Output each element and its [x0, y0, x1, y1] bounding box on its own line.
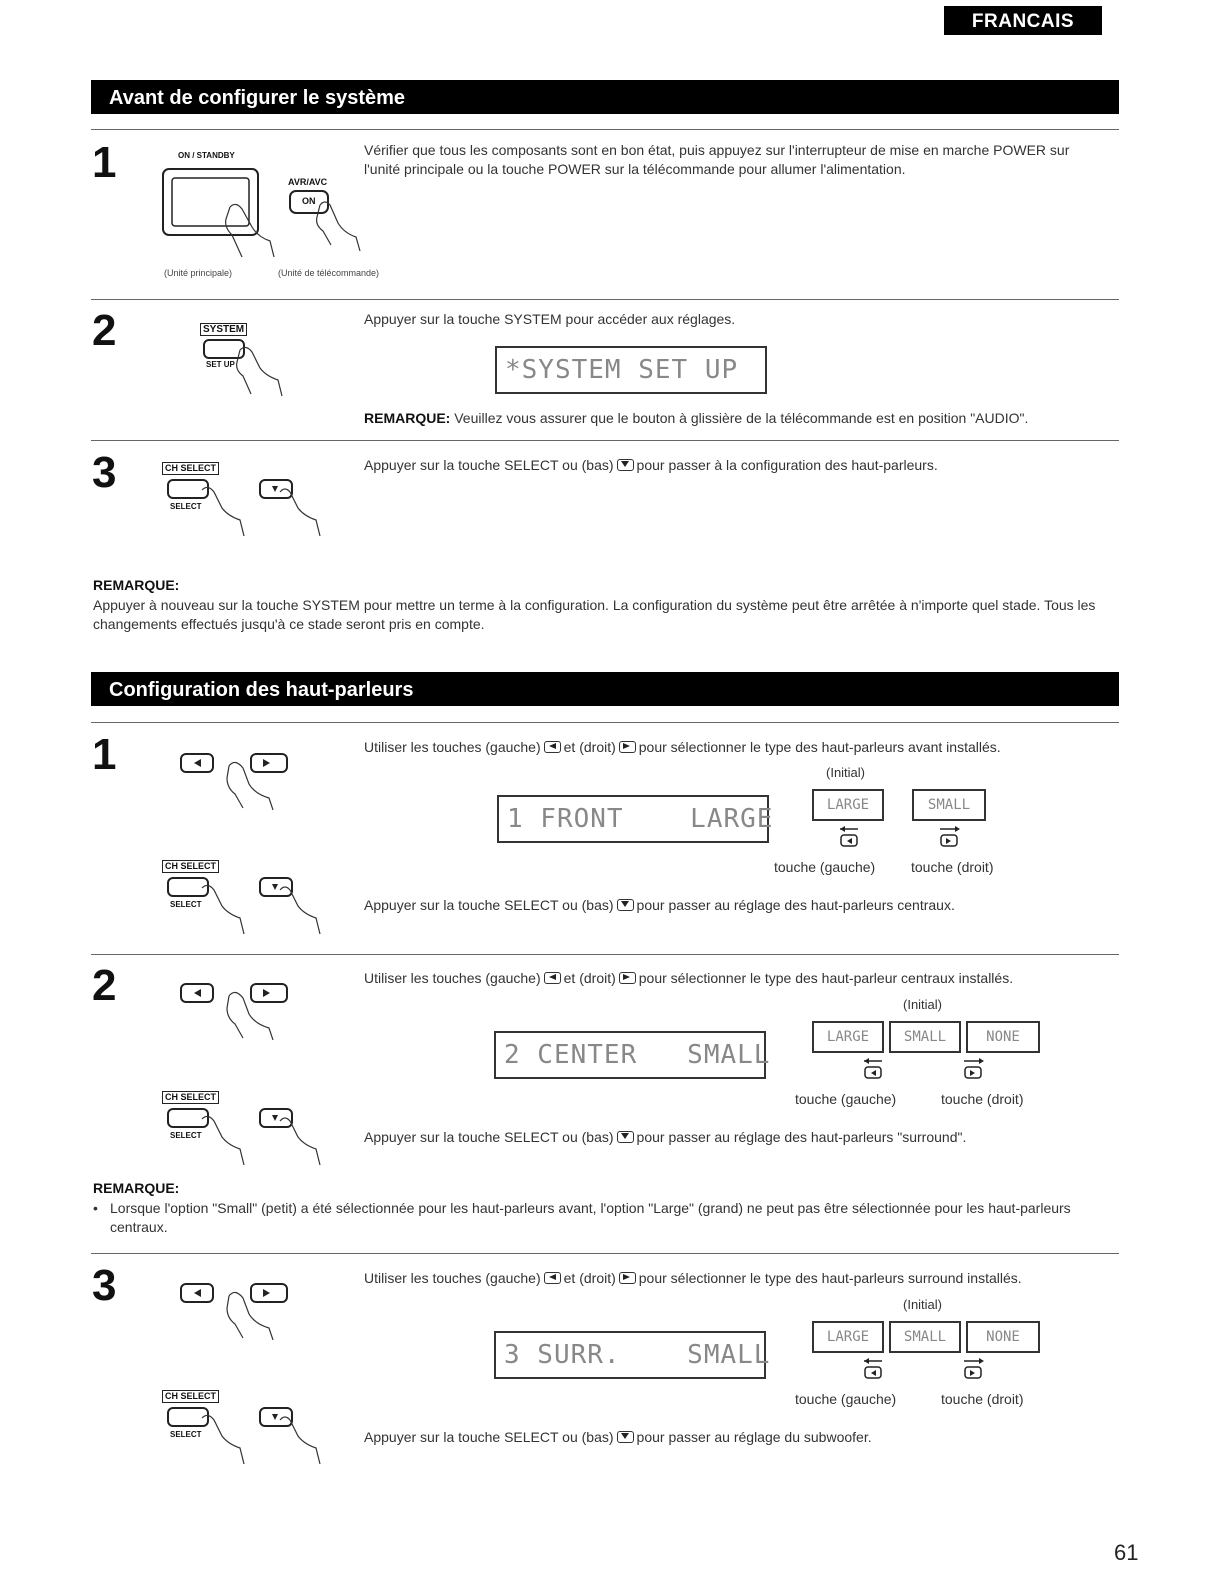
system-label: SYSTEM	[200, 323, 247, 336]
initial-label: (Initial)	[903, 997, 943, 1012]
lcd-display-surround: 3 SURR. SMALL	[494, 1331, 766, 1379]
right-arrow-key-icon	[938, 826, 962, 850]
left-key-icon	[544, 741, 561, 753]
option-small: SMALL	[889, 1021, 961, 1053]
touche-droit-label: touche (droit)	[941, 1391, 1024, 1407]
left-key-icon	[544, 1272, 561, 1284]
chselect-label: CH SELECT	[162, 1091, 219, 1104]
touche-droit-label: touche (droit)	[911, 859, 994, 875]
text-part: Appuyer sur la touche SELECT ou (bas)	[364, 457, 614, 473]
divider	[91, 1253, 1119, 1254]
s2-step2-text	[364, 969, 1124, 988]
text-part: pour passer au réglage du subwoofer.	[636, 1429, 872, 1445]
text-part: pour sélectionner le type des haut-parleurs avant installés.	[638, 739, 1001, 755]
s2-step3-select-text	[364, 1428, 872, 1447]
text-part: Utiliser les touches (gauche)	[364, 970, 541, 986]
divider	[91, 299, 1119, 300]
touche-droit-label: touche (droit)	[941, 1091, 1024, 1107]
select-label: SELECT	[170, 502, 202, 511]
left-key-icon	[544, 972, 561, 984]
left-arrow-key-icon	[862, 1358, 886, 1382]
down-key-icon	[617, 1131, 634, 1143]
text-part: pour passer au réglage des haut-parleurs "surround".	[636, 1129, 967, 1145]
select-label: SELECT	[170, 1131, 202, 1140]
left-arrow-key-icon	[862, 1058, 886, 1082]
section-title-avant: Avant de configurer le système	[91, 80, 1119, 114]
right-key-icon	[619, 972, 636, 984]
lcd-display-center: 2 CENTER SMALL	[494, 1031, 766, 1079]
caption-remote-unit: (Unité de télécommande)	[278, 268, 380, 278]
system-button-illustration	[198, 322, 298, 402]
divider	[91, 440, 1119, 441]
step1-text: Vérifier que tous les composants sont en bon état, puis appuyez sur l'interrupteur de mise en marche POWER sur l'unité principale ou la touche POWER sur la télécommande pour allumer l'alimentation.	[364, 142, 1070, 177]
text-part: Appuyer sur la touche SELECT ou (bas)	[364, 897, 614, 913]
left-right-keys-illustration	[175, 750, 305, 810]
s2-step1-select-text	[364, 896, 955, 915]
remark-label: REMARQUE:	[93, 1180, 180, 1196]
right-arrow-key-icon	[962, 1358, 986, 1382]
step2-note	[364, 409, 1028, 428]
step-number: 3	[92, 448, 117, 497]
right-key-icon	[619, 1272, 636, 1284]
touche-gauche-label: touche (gauche)	[795, 1391, 897, 1407]
language-tab: FRANCAIS	[944, 6, 1102, 35]
text-part: pour passer à la configuration des haut-parleurs.	[636, 457, 938, 473]
lcd-display-front: 1 FRONT LARGE	[497, 795, 769, 843]
text-part: Appuyer sur la touche SELECT ou (bas)	[364, 1429, 614, 1445]
option-large: LARGE	[812, 1021, 884, 1053]
select-button-illustration	[160, 1388, 330, 1468]
remark-text: Appuyer à nouveau sur la touche SYSTEM pour mettre un terme à la configuration. La configuration du système peut être arrêtée à n'importe quel stade. Tous les changements effectués jusqu'à ce stade seront pris en compte.	[93, 597, 1096, 632]
down-key-icon	[617, 899, 634, 911]
divider	[91, 722, 1119, 723]
lcd-display: *SYSTEM SET UP	[495, 346, 767, 394]
text-part: et (droit)	[563, 970, 616, 986]
chselect-label: CH SELECT	[162, 860, 219, 873]
section-title-configuration: Configuration des haut-parleurs	[91, 672, 1119, 706]
step-number: 1	[92, 730, 117, 779]
chselect-label: CH SELECT	[162, 1390, 219, 1403]
text-part: Utiliser les touches (gauche)	[364, 1270, 541, 1286]
initial-label: (Initial)	[903, 1297, 943, 1312]
step-number: 2	[92, 306, 117, 355]
setup-label: SET UP	[206, 360, 235, 369]
left-arrow-key-icon	[838, 826, 862, 850]
select-label: SELECT	[170, 1430, 202, 1439]
left-right-keys-illustration	[175, 1280, 305, 1340]
option-small: SMALL	[912, 789, 986, 821]
s2-step3-text	[364, 1269, 1118, 1288]
step-number: 2	[92, 961, 117, 1010]
touche-gauche-label: touche (gauche)	[774, 859, 876, 875]
select-button-illustration	[160, 1089, 330, 1169]
text-part: pour passer au réglage des haut-parleurs centraux.	[636, 897, 955, 913]
divider	[91, 954, 1119, 955]
option-large: LARGE	[812, 789, 884, 821]
caption-main-unit: (Unité principale)	[164, 268, 233, 278]
step2-text: Appuyer sur la touche SYSTEM pour accéder aux réglages.	[364, 311, 736, 327]
on-standby-label: ON / STANDBY	[178, 151, 235, 160]
text-part: pour sélectionner le type des haut-parleur centraux installés.	[638, 970, 1014, 986]
text-part: pour sélectionner le type des haut-parleurs surround installés.	[638, 1270, 1022, 1286]
on-label: ON	[302, 196, 316, 206]
remark-label: REMARQUE:	[93, 577, 180, 593]
remark-bullet: •	[93, 1200, 98, 1216]
text-part: Appuyer sur la touche SELECT ou (bas)	[364, 1129, 614, 1145]
initial-label: (Initial)	[826, 765, 866, 780]
remark-text: Lorsque l'option "Small" (petit) a été sélectionnée pour les haut-parleurs avant, l'option "Large" (grand) ne peut pas être sélectionnée pour les haut-parleurs centraux.	[110, 1200, 1071, 1235]
option-large: LARGE	[812, 1321, 884, 1353]
avr-avc-label: AVR/AVC	[288, 177, 328, 187]
s2-step1-text	[364, 738, 1124, 757]
divider	[91, 129, 1119, 130]
text-part: Utiliser les touches (gauche)	[364, 739, 541, 755]
text-part: et (droit)	[563, 1270, 616, 1286]
select-button-illustration	[160, 460, 330, 540]
select-button-illustration	[160, 858, 330, 938]
option-small: SMALL	[889, 1321, 961, 1353]
option-none: NONE	[966, 1021, 1040, 1053]
step-number: 1	[92, 138, 117, 187]
note-text: Veuillez vous assurer que le bouton à glissière de la télécommande est en position "AUDIO".	[454, 410, 1029, 426]
down-key-icon	[617, 459, 634, 471]
select-label: SELECT	[170, 900, 202, 909]
chselect-label: CH SELECT	[162, 462, 219, 475]
step-number: 3	[92, 1261, 117, 1310]
option-none: NONE	[966, 1321, 1040, 1353]
note-label: REMARQUE:	[364, 410, 451, 426]
left-right-keys-illustration	[175, 980, 305, 1040]
down-key-icon	[617, 1431, 634, 1443]
s2-step2-select-text	[364, 1128, 966, 1147]
page-number: 61	[1114, 1540, 1139, 1565]
right-key-icon	[619, 741, 636, 753]
step3-text	[364, 456, 938, 475]
right-arrow-key-icon	[962, 1058, 986, 1082]
text-part: et (droit)	[563, 739, 616, 755]
touche-gauche-label: touche (gauche)	[795, 1091, 897, 1107]
